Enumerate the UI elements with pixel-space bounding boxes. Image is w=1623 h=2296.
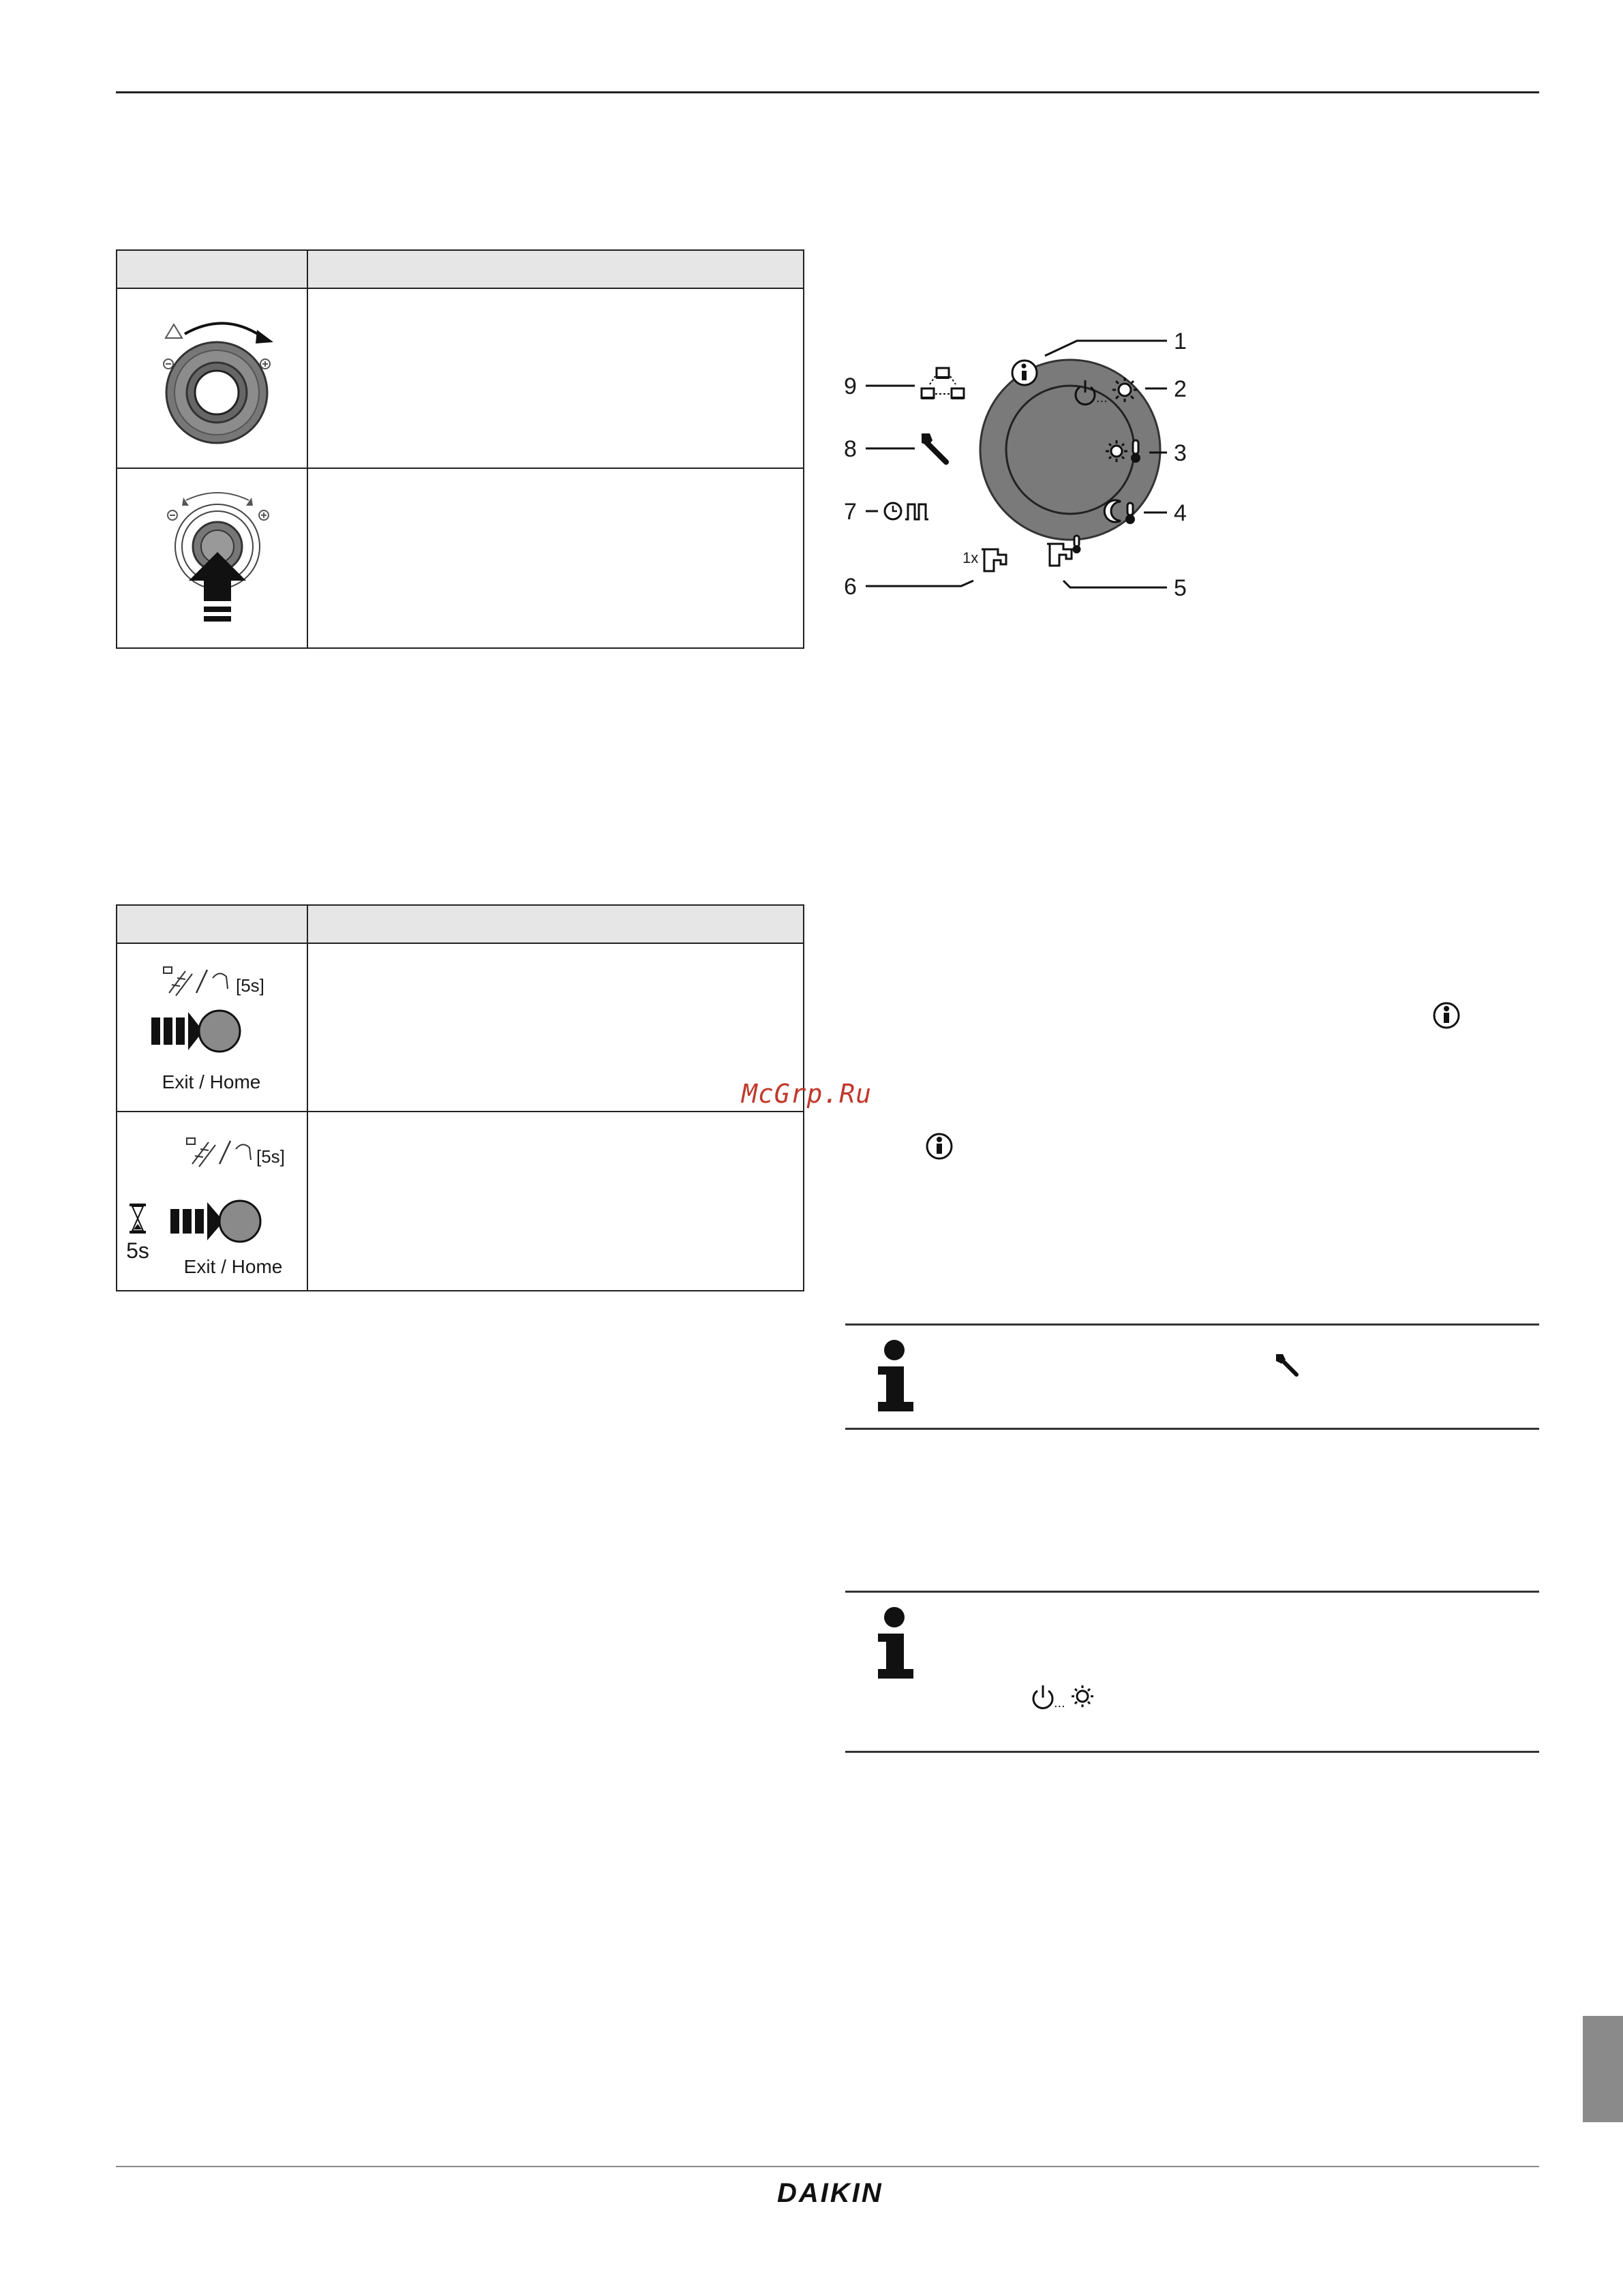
dhw-boost-icon <box>982 549 1006 571</box>
chapter-tab <box>1583 2016 1623 2122</box>
schedule-icon <box>885 503 928 519</box>
exit-home-caption: Exit / Home <box>183 1256 283 1277</box>
power-sun-icon <box>1031 1683 1102 1713</box>
settings-wrench-icon <box>1273 1351 1301 1379</box>
dial-label-7: 7 <box>844 499 857 525</box>
exit-home-press-description <box>307 943 804 1112</box>
exit-home-hold-description <box>307 1112 804 1291</box>
turn-dial-icon <box>144 305 280 448</box>
settings-wrench-icon <box>922 433 946 462</box>
svg-text:...: ... <box>1054 1696 1065 1711</box>
info-icon <box>1012 361 1037 385</box>
turn-dial-description <box>307 288 804 468</box>
table-header-cell-icon <box>117 250 307 288</box>
table-header-cell-desc <box>307 905 804 943</box>
info-icon <box>1431 1000 1461 1030</box>
dial-label-8: 8 <box>844 436 857 462</box>
one-time-label: 1x <box>962 549 979 566</box>
header-rule <box>116 91 1539 93</box>
hold-5s-label: [5s] <box>236 975 264 996</box>
push-dial-illustration-cell <box>117 468 307 648</box>
dial-label-2: 2 <box>1174 376 1187 402</box>
note-box <box>845 1591 1539 1753</box>
footer-rule <box>116 2166 1539 2167</box>
table-header-cell-desc <box>307 250 804 288</box>
note-box <box>845 1323 1539 1430</box>
exit-home-caption: Exit / Home <box>162 1071 261 1092</box>
turn-dial-illustration-cell <box>117 288 307 468</box>
push-dial-description <box>307 468 804 648</box>
watermark: McGrp.Ru <box>742 1079 873 1109</box>
push-dial-icon <box>144 478 280 635</box>
dial-label-5: 5 <box>1174 575 1187 601</box>
dial-label-3: 3 <box>1174 440 1187 466</box>
exit-home-hold-cell <box>117 1112 307 1291</box>
timer-5s-label: 5s <box>126 1238 149 1263</box>
dial-label-6: 6 <box>844 574 857 600</box>
table-header-cell-icon <box>117 905 307 943</box>
exit-home-press-cell <box>117 943 307 1112</box>
info-icon <box>924 1131 954 1161</box>
dial-label-1: 1 <box>1174 328 1187 354</box>
exit-home-table <box>116 904 804 1291</box>
hold-5s-label: [5s] <box>256 1146 285 1167</box>
dial-label-9: 9 <box>844 373 857 399</box>
exit-home-press-icon <box>117 944 307 1107</box>
dial-operation-table <box>116 249 804 649</box>
dial-diagram <box>838 313 1220 613</box>
information-note-icon <box>871 1606 919 1684</box>
exit-home-hold-icon <box>117 1112 307 1287</box>
svg-text:...: ... <box>1096 391 1108 405</box>
information-note-icon <box>871 1339 919 1417</box>
brand-logo: DAIKIN <box>777 2178 883 2208</box>
network-icon <box>922 368 964 399</box>
dial-label-4: 4 <box>1174 500 1187 526</box>
